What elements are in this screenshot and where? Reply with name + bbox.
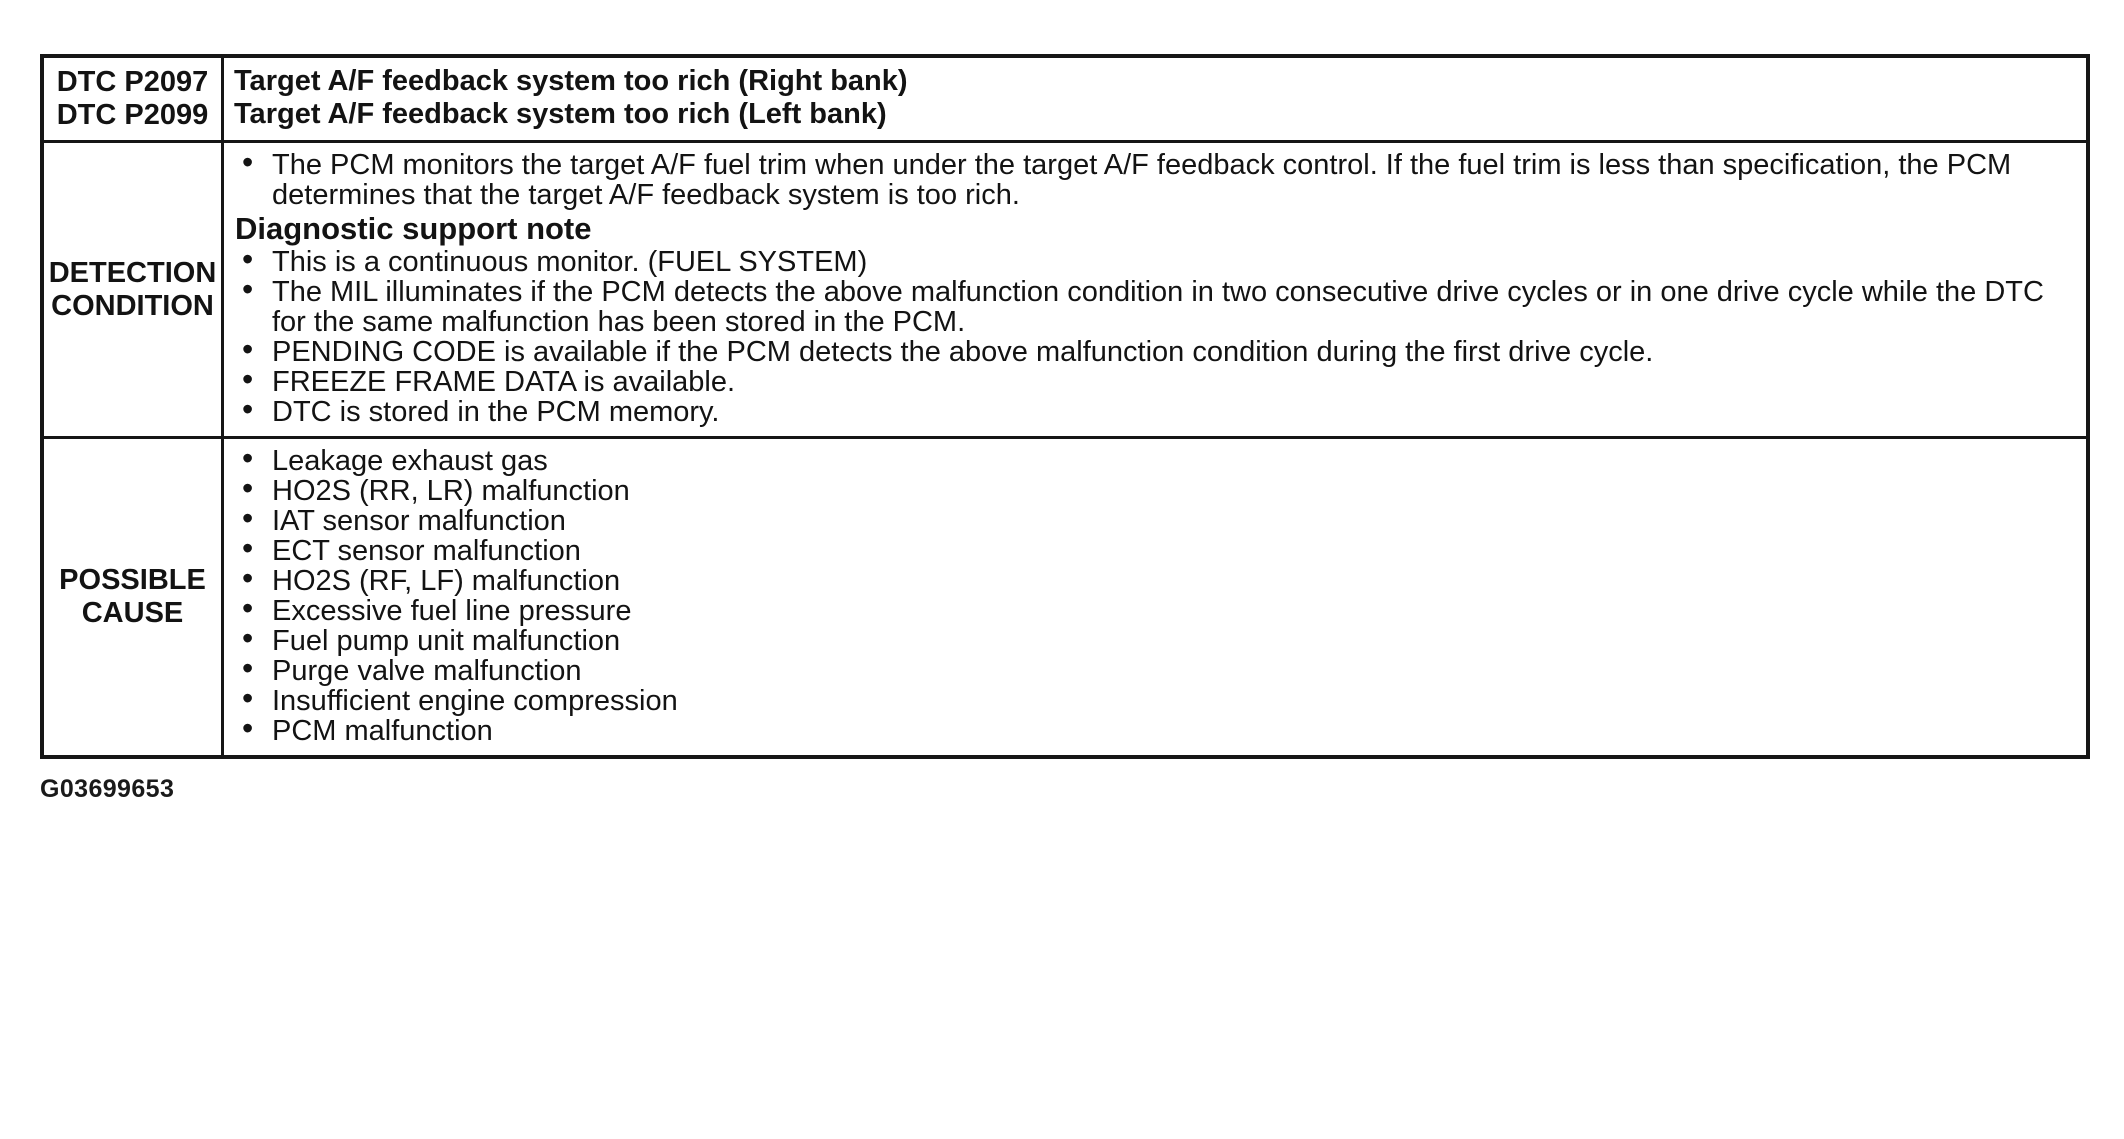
list-item xyxy=(234,144,2074,211)
list-item-text: The MIL illuminates if the PCM detects the above malfunction condition in two consecutive drive cycles or in one drive cycle while the DTC for the same malfunction has been stored in the PCM. xyxy=(272,276,2044,338)
list-item-text: HO2S (RR, LR) malfunction xyxy=(272,475,630,507)
bullet-icon: • xyxy=(242,710,254,746)
dtc-description: Target A/F feedback system too rich (Right bank) xyxy=(234,65,908,97)
detection-condition-row xyxy=(44,140,2086,436)
list-item xyxy=(234,271,2074,338)
bullet-icon: • xyxy=(242,650,254,686)
row-label-line: POSSIBLE xyxy=(59,564,206,596)
dtc-description: Target A/F feedback system too rich (Left bank) xyxy=(234,98,887,130)
bullet-icon: • xyxy=(242,271,254,307)
list-item-text: The PCM monitors the target A/F fuel trim when under the target A/F feedback control. If the fuel trim is less than specification, the PCM determines that the target A/F feedback system is too rich. xyxy=(272,149,2012,211)
detection-condition-content xyxy=(224,143,2086,436)
list-item xyxy=(234,560,2074,597)
list-item xyxy=(234,620,2074,657)
bullet-icon: • xyxy=(242,680,254,716)
detection-condition-label xyxy=(44,143,224,436)
bullet-icon: • xyxy=(242,560,254,596)
detection-note-list xyxy=(234,241,2074,428)
list-item xyxy=(234,500,2074,537)
figure-id: G03699653 xyxy=(40,775,175,803)
bullet-icon: • xyxy=(242,500,254,536)
list-item xyxy=(234,440,2074,477)
bullet-icon: • xyxy=(242,470,254,506)
list-item-text: IAT sensor malfunction xyxy=(272,505,566,537)
list-item xyxy=(234,710,2074,747)
dtc-code: DTC P2097 xyxy=(56,66,209,98)
list-item xyxy=(234,470,2074,507)
list-item-text: Purge valve malfunction xyxy=(272,655,582,687)
list-item-text: PENDING CODE is available if the PCM detects the above malfunction condition during the first drive cycle. xyxy=(272,336,1654,368)
list-item xyxy=(234,241,2074,278)
row-label-line: DETECTION xyxy=(48,256,217,289)
possible-cause-content xyxy=(224,439,2086,755)
bullet-icon: • xyxy=(242,144,254,180)
diagnostic-support-note-heading: Diagnostic support note xyxy=(235,211,592,246)
bullet-icon: • xyxy=(242,391,254,427)
list-item-text: FREEZE FRAME DATA is available. xyxy=(272,366,736,398)
bullet-icon: • xyxy=(242,331,254,367)
row-label-line: CONDITION xyxy=(51,289,214,322)
list-item xyxy=(234,590,2074,627)
list-item-text: This is a continuous monitor. (FUEL SYSTEM) xyxy=(272,246,868,278)
dtc-table xyxy=(40,54,2090,759)
bullet-icon: • xyxy=(242,361,254,397)
list-item-text: HO2S (RF, LF) malfunction xyxy=(272,565,621,597)
list-item-text: PCM malfunction xyxy=(272,715,493,747)
list-item xyxy=(234,361,2074,398)
dtc-code: DTC P2099 xyxy=(56,99,209,131)
list-item-text: Leakage exhaust gas xyxy=(272,445,548,477)
bullet-icon: • xyxy=(242,620,254,656)
possible-cause-label xyxy=(44,439,224,755)
list-item xyxy=(234,680,2074,717)
bullet-icon: • xyxy=(242,530,254,566)
possible-cause-list xyxy=(234,440,2074,747)
bullet-icon: • xyxy=(242,440,254,476)
dtc-codes-cell xyxy=(44,58,224,140)
list-item-text: Insufficient engine compression xyxy=(272,685,678,717)
list-item-text: DTC is stored in the PCM memory. xyxy=(272,396,720,428)
list-item xyxy=(234,331,2074,368)
list-item xyxy=(234,650,2074,687)
dtc-descriptions-cell xyxy=(224,58,2086,140)
list-item xyxy=(234,530,2074,567)
list-item xyxy=(234,391,2074,428)
list-item-text: Excessive fuel line pressure xyxy=(272,595,632,627)
detection-intro-list xyxy=(234,144,2074,211)
bullet-icon: • xyxy=(242,590,254,626)
dtc-header-row xyxy=(44,58,2086,140)
bullet-icon: • xyxy=(242,241,254,277)
row-label-line: CAUSE xyxy=(81,597,184,629)
possible-cause-row xyxy=(44,436,2086,755)
list-item-text: ECT sensor malfunction xyxy=(272,535,581,567)
list-item-text: Fuel pump unit malfunction xyxy=(272,625,621,657)
